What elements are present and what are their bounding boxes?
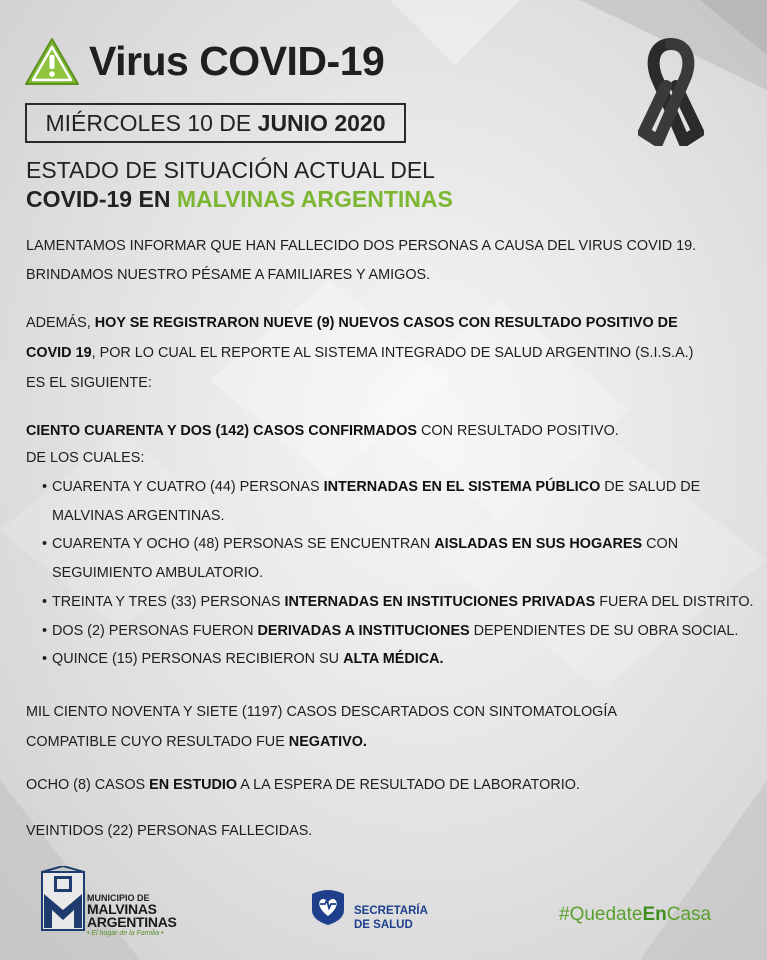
headline: [26, 156, 453, 214]
list-item: • TREINTA Y TRES (33) PERSONAS INTERNADAS EN INSTITUCIONES PRIVADAS FUERA DEL DISTRITO.: [42, 594, 754, 610]
of-which: DE LOS CUALES:: [26, 450, 145, 466]
date-box: [25, 103, 406, 143]
date-bold: JUNIO 2020: [257, 110, 386, 136]
new-cases-line-1: [26, 309, 678, 338]
headline-line-2: [26, 185, 453, 214]
list-item-continuation: MALVINAS ARGENTINAS.: [52, 508, 225, 524]
municipality-name: MUNICIPIO DE MALVINAS ARGENTINAS • El hogar de la Familia •: [87, 893, 177, 937]
list-item-continuation: SEGUIMIENTO AMBULATORIO.: [52, 565, 264, 581]
headline-line-1: ESTADO DE SITUACIÓN ACTUAL DEL: [26, 157, 435, 183]
date-prefix: MIÉRCOLES 10 DE: [45, 110, 252, 136]
discarded-line-2: COMPATIBLE CUYO RESULTADO FUE NEGATIVO.: [26, 734, 367, 750]
municipality-logo-icon: [40, 866, 86, 932]
condolence-line-2: BRINDAMOS NUESTRO PÉSAME A FAMILIARES Y AMIGOS.: [26, 267, 431, 283]
condolence-line-1: LAMENTAMOS INFORMAR QUE HAN FALLECIDO DOS PERSONAS A CAUSA DEL VIRUS COVID 19.: [26, 238, 697, 254]
new-cases-intro: ADEMÁS,: [26, 315, 91, 331]
health-heart-logo-icon: [308, 886, 348, 926]
warning-triangle-icon: [24, 37, 80, 87]
list-item: • DOS (2) PERSONAS FUERON DERIVADAS A INSTITUCIONES DEPENDIENTES DE SU OBRA SOCIAL.: [42, 623, 739, 639]
list-item: • CUARENTA Y CUATRO (44) PERSONAS INTERNADAS EN EL SISTEMA PÚBLICO DE SALUD DE: [42, 479, 701, 495]
new-cases-line-3: ES EL SIGUIENTE:: [26, 375, 152, 391]
confirmed-bold: CIENTO CUARENTA Y DOS (142) CASOS CONFIRMADOS: [26, 423, 417, 439]
list-item: • CUARENTA Y OCHO (48) PERSONAS SE ENCUENTRAN AISLADAS EN SUS HOGARES CON: [42, 536, 679, 552]
new-cases-covid: COVID 19: [26, 345, 92, 361]
confirmed-line: [26, 417, 619, 446]
discarded-line-1: MIL CIENTO NOVENTA Y SIETE (1197) CASOS DESCARTADOS CON SINTOMATOLOGÍA: [26, 704, 617, 720]
confirmed-rest: CON RESULTADO POSITIVO.: [417, 423, 619, 439]
health-secretariat: SECRETARÍA DE SALUD: [354, 905, 428, 931]
in-study-line: OCHO (8) CASOS EN ESTUDIO A LA ESPERA DE RESULTADO DE LABORATORIO.: [26, 777, 580, 793]
headline-location: MALVINAS ARGENTINAS: [176, 186, 453, 212]
new-cases-line-2: [26, 339, 693, 368]
deaths-line: VEINTIDOS (22) PERSONAS FALLECIDAS.: [26, 823, 313, 839]
page-title: Virus COVID-19: [89, 38, 385, 84]
new-cases-report: , POR LO CUAL EL REPORTE AL SISTEMA INTEGRADO DE SALUD ARGENTINO (S.I.S.A.): [91, 345, 694, 361]
hashtag: #QuedateEnCasa: [559, 904, 712, 925]
mourning-ribbon-icon: [638, 36, 704, 146]
new-cases-bold: HOY SE REGISTRARON NUEVE (9) NUEVOS CASOS CON RESULTADO POSITIVO DE: [94, 315, 678, 331]
headline-covid: COVID-19 EN: [26, 186, 171, 212]
list-item: • QUINCE (15) PERSONAS RECIBIERON SU ALTA MÉDICA.: [42, 651, 444, 667]
